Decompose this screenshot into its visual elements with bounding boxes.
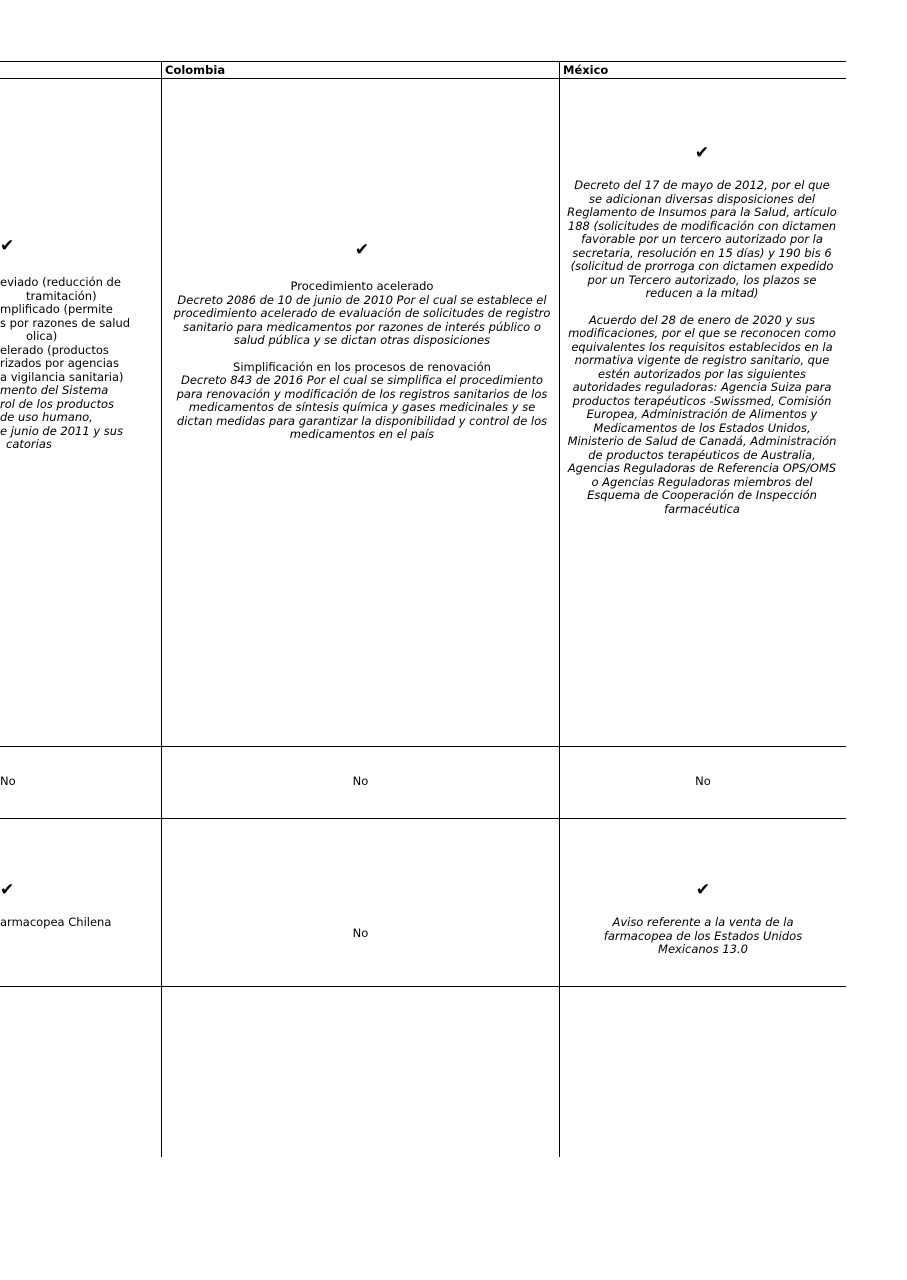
left-line: a vigilancia sanitaria) bbox=[0, 369, 124, 384]
row1-colombia-cell bbox=[172, 240, 552, 442]
left-line: mento del Sistema bbox=[0, 383, 109, 397]
mexico-agreement-2020: Acuerdo del 28 de enero de 2020 y sus modificaciones, por el que se reconocen como equivalentes los requisitos establecidos en la normativa vigente de registro sanitario, que estén autorizados por las siguientes autoridades reguladoras: Agencia Suiza para productos terapéuticos -Swissmed, Comisión Europea, Administración de Alimentos y Medicamentos de los Estados Unidos, Ministerio de Salud de Canadá, Administración de productos terapéuticos de Australia, Agencias Reguladoras de Referencia OPS/OMS o Agencias Reguladoras miembros del Esquema de Cooperación de Inspección farmacéutica bbox=[567, 312, 837, 516]
row1-mexico-cell bbox=[566, 143, 838, 516]
header-mexico: México bbox=[563, 63, 609, 77]
check-icon: ✔ bbox=[0, 236, 15, 256]
left-line: rol de los productos bbox=[0, 396, 115, 411]
check-icon: ✔ bbox=[0, 880, 15, 900]
left-line: rizados por agencias bbox=[0, 356, 119, 370]
mexico-pharmacopoeia-notice: Aviso referente a la venta de la farmacopea de los Estados Unidos Mexicanos 13.0 bbox=[603, 915, 803, 956]
colombia-decree-843: Decreto 843 de 2016 Por el cual se simplifica el procedimiento para renovación y modificación de los registros sanitarios de los medicamentos de síntesis química y gases medicinales y se dictan medidas para garantizar la disponibilidad y control de los medicamentos en el país bbox=[176, 373, 548, 441]
row3-left-cell bbox=[0, 880, 160, 930]
row2-left-cell: No bbox=[0, 775, 16, 788]
row1-left-cell bbox=[0, 236, 160, 452]
left-line: de uso humano, bbox=[0, 410, 93, 424]
row2-bottom-border bbox=[0, 818, 846, 819]
row2-colombia-cell: No bbox=[352, 774, 369, 788]
header-bottom-border bbox=[0, 78, 846, 79]
header-colombia: Colombia bbox=[165, 63, 226, 77]
row3-colombia-cell: No bbox=[352, 926, 369, 940]
left-line: s por razones de salud bbox=[0, 315, 131, 330]
left-line: eviado (reducción de bbox=[0, 275, 121, 289]
colombia-renewal-title: Simplificación en los procesos de renovación bbox=[233, 359, 491, 374]
table-top-border bbox=[0, 61, 846, 62]
row1-bottom-border bbox=[0, 746, 846, 747]
left-line: mplificado (permite bbox=[0, 302, 113, 316]
row3-mexico-cell bbox=[578, 880, 828, 957]
mexico-decree-2012: Decreto del 17 de mayo de 2012, por el que se adicionan diversas disposiciones del Reglamento de Insumos para la Salud, artículo 188 (solicitudes de modificación con dictamen favorable por un tercero autorizado por la secretaria, resolución en 15 días) y 190 bis 6 (solicitud de prorroga con dictamen expedido por un Tercero autorizado, los plazos se reducen a la mitad) bbox=[567, 178, 837, 300]
column-divider-1 bbox=[161, 61, 162, 1157]
left-line: tramitación) bbox=[26, 288, 97, 303]
row3-bottom-border bbox=[0, 986, 846, 987]
column-divider-2 bbox=[559, 61, 560, 1157]
left-line: olica) bbox=[26, 329, 58, 343]
colombia-decree-2086: Decreto 2086 de 10 de junio de 2010 Por el cual se establece el procedimiento acelerado de evaluación de solicitudes de registro sanitario para medicamentos por razones de interés público o salud pública y se dictan otras disposiciones bbox=[173, 292, 551, 347]
left-line: elerado (productos bbox=[0, 342, 109, 357]
check-icon: ✔ bbox=[695, 880, 711, 900]
left-line: e junio de 2011 y sus bbox=[0, 423, 124, 438]
check-icon: ✔ bbox=[354, 240, 370, 260]
row2-mexico-cell: No bbox=[695, 774, 711, 788]
check-icon: ✔ bbox=[694, 143, 710, 163]
left-line: catorias bbox=[6, 437, 52, 451]
chile-pharmacopoeia: armacopea Chilena bbox=[0, 915, 112, 929]
colombia-procedure-title: Procedimiento acelerado bbox=[290, 279, 434, 293]
